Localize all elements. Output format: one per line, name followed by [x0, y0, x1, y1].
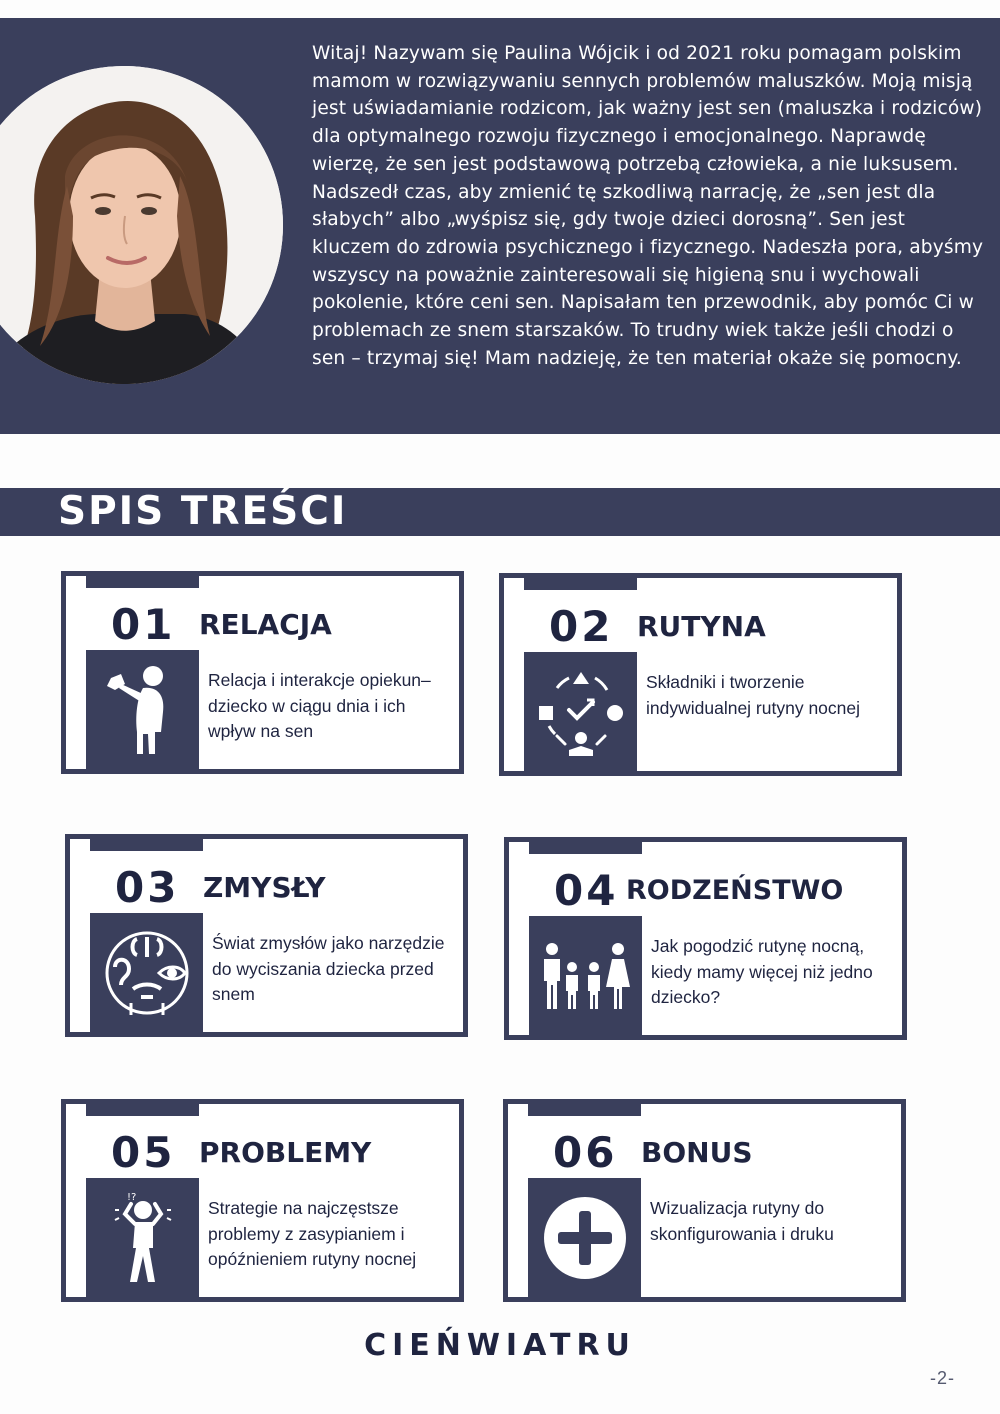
card-tab [528, 1099, 641, 1116]
toc-item-number: 06 [553, 1128, 618, 1177]
author-portrait [0, 66, 283, 384]
toc-item-number: 05 [111, 1128, 176, 1177]
card-tab [86, 1099, 199, 1116]
toc-item-description: Jak pogodzić rutynę nocną, kiedy mamy więcej niż jedno dziecko? [651, 936, 873, 1007]
intro-section [0, 18, 1000, 434]
toc-item-title: RELACJA [199, 608, 332, 641]
toc-item-number: 04 [554, 866, 619, 915]
card-tab [90, 834, 203, 851]
child-with-toy-icon [86, 650, 199, 770]
toc-title: SPIS TREŚCI [58, 489, 348, 534]
toc-item-bonus[interactable] [503, 1099, 906, 1302]
toc-item-title: BONUS [641, 1136, 753, 1169]
toc-item-relacja[interactable] [61, 571, 464, 774]
toc-item-number: 01 [111, 600, 176, 649]
toc-item-rodzenstwo[interactable] [504, 837, 907, 1040]
page-number: -2- [930, 1368, 955, 1388]
toc-item-description: Wizualizacja rutyny do skonfigurowania i druku [650, 1198, 834, 1244]
card-tab [86, 571, 199, 588]
toc-item-rutyna[interactable] [499, 573, 902, 776]
brand-logo: CIEŃWIATRU [364, 1328, 636, 1363]
toc-item-number: 03 [115, 863, 180, 912]
intro-text: Witaj! Nazywam się Paulina Wójcik i od 2021 roku pomagam polskim mamom w rozwiązywaniu sennych problemów maluszków. Moją misją jest uświadamianie rodzicom, jak ważny jest sen (maluszka i rodziców) dla optymalnego rozwoju fizycznego i emocjonalnego. Naprawdę wierzę, że sen jest podstawową potrzebą człowieka, a nie luksusem. Nadszedł czas, aby zmienić tę szkodliwą narrację, że „sen jest dla słabych” albo „wyśpisz się, gdy twoje dzieci dorosną”. Sen jest kluczem do zdrowia psychicznego i fizycznego. Nadeszła pora, abyśmy wszyscy na poważnie zainteresowali się higieną snu i wychowali pokolenie, które ceni sen. Napisałam ten przewodnik, aby pomóc Ci w problemach ze snem starszaków. To trudny wiek także jeśli chodzi o sen – trzymaj się! Mam nadzieję, że ten materiał okaże się pomocny. [312, 43, 984, 369]
family-icon [529, 916, 642, 1036]
svg-text:!?: !? [126, 1192, 136, 1203]
confused-person-icon [86, 1178, 199, 1298]
toc-item-title: RODZEŃSTWO [626, 875, 844, 906]
toc-item-title: RUTYNA [637, 610, 766, 643]
toc-item-description: Strategie na najczęstsze problemy z zasypianiem i opóźnieniem rutyny nocnej [208, 1198, 417, 1269]
toc-item-number: 02 [549, 602, 614, 651]
card-tab [524, 573, 637, 590]
senses-icon [90, 913, 203, 1033]
toc-item-title: PROBLEMY [199, 1136, 372, 1169]
plus-circle-icon [528, 1178, 641, 1298]
toc-item-description: Składniki i tworzenie indywidualnej rutyny nocnej [646, 672, 861, 718]
toc-header [0, 488, 1000, 536]
toc-item-problemy[interactable] [61, 1099, 464, 1302]
toc-item-description: Świat zmysłów jako narzędzie do wyciszania dziecka przed snem [212, 933, 445, 1004]
toc-item-zmysly[interactable] [65, 834, 468, 1037]
toc-item-description: Relacja i interakcje opiekun–dziecko w ciągu dnia i ich wpływ na sen [208, 670, 431, 741]
routine-cycle-icon [524, 652, 637, 772]
toc-item-title: ZMYSŁY [203, 871, 326, 904]
card-tab [529, 837, 642, 854]
